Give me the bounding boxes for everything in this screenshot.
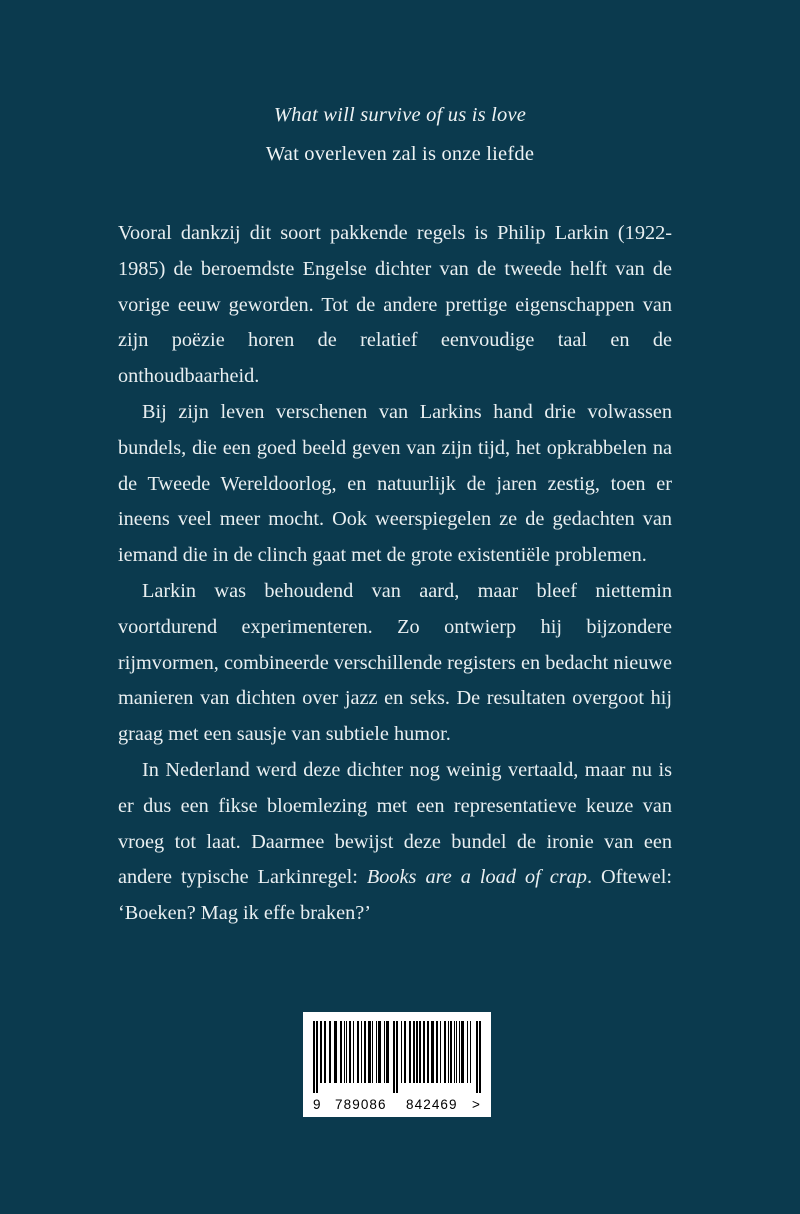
barcode-lead-digit: 9 — [313, 1097, 322, 1112]
blurb-paragraph-3: Larkin was behoudend van aard, maar bleef niettemin voortdurend experimenteren. Zo ontwierp hij bijzondere rijmvormen, combineerde verschillende registers en bedacht nieuwe manieren van dichten over jazz en seks. De resultaten overgoot hij graag met een sausje van subtiele humor. — [118, 579, 672, 746]
larkin-quote-italic: Books are a load of crap — [366, 866, 587, 889]
epigraph — [0, 100, 800, 171]
barcode-group-2: 842469 — [406, 1097, 458, 1112]
blurb-paragraph-4 — [118, 753, 672, 932]
blurb-paragraph-1: Vooral dankzij dit soort pakkende regels is Philip Larkin (1922-1985) de beroemdste Engelse dichter van de tweede helft van de vorige eeuw geworden. Tot de andere prettige eigenschappen van zijn poëzie horen de relatief eenvoudige taal en de onthoudbaarheid. — [118, 222, 672, 388]
epigraph-line-dutch: Wat overleven zal is onze liefde — [265, 142, 535, 165]
barcode-group-1: 789086 — [335, 1097, 387, 1112]
blurb-paragraph-4-before: In Nederland werd deze dichter nog weinig vertaald, maar nu is er dus een fikse bloemlezing met een representatieve keuze van vroeg tot laat. Daarmee bewijst deze bundel de ironie van een andere typische Larkinregel: — [118, 758, 672, 889]
barcode-bars — [313, 1021, 481, 1093]
blurb-paragraph-4-after: . Oftewel: ‘Boeken? Mag ik effe braken?’ — [118, 866, 672, 925]
blurb-paragraph-2: Bij zijn leven verschenen van Larkins hand drie volwassen bundels, die een goed beeld geven van zijn tijd, het opkrabbelen na de Tweede Wereldoorlog, en natuurlijk de jaren zestig, toen er ineens veel meer mocht. Ook weerspiegelen ze de gedachten van iemand die in de clinch gaat met de grote existentiële problemen. — [118, 400, 672, 567]
barcode — [303, 1012, 491, 1117]
barcode-digits — [313, 1096, 481, 1112]
blurb-text — [118, 216, 672, 932]
epigraph-line-english: What will survive of us is love — [273, 104, 527, 126]
barcode-tail-symbol: > — [472, 1097, 481, 1112]
